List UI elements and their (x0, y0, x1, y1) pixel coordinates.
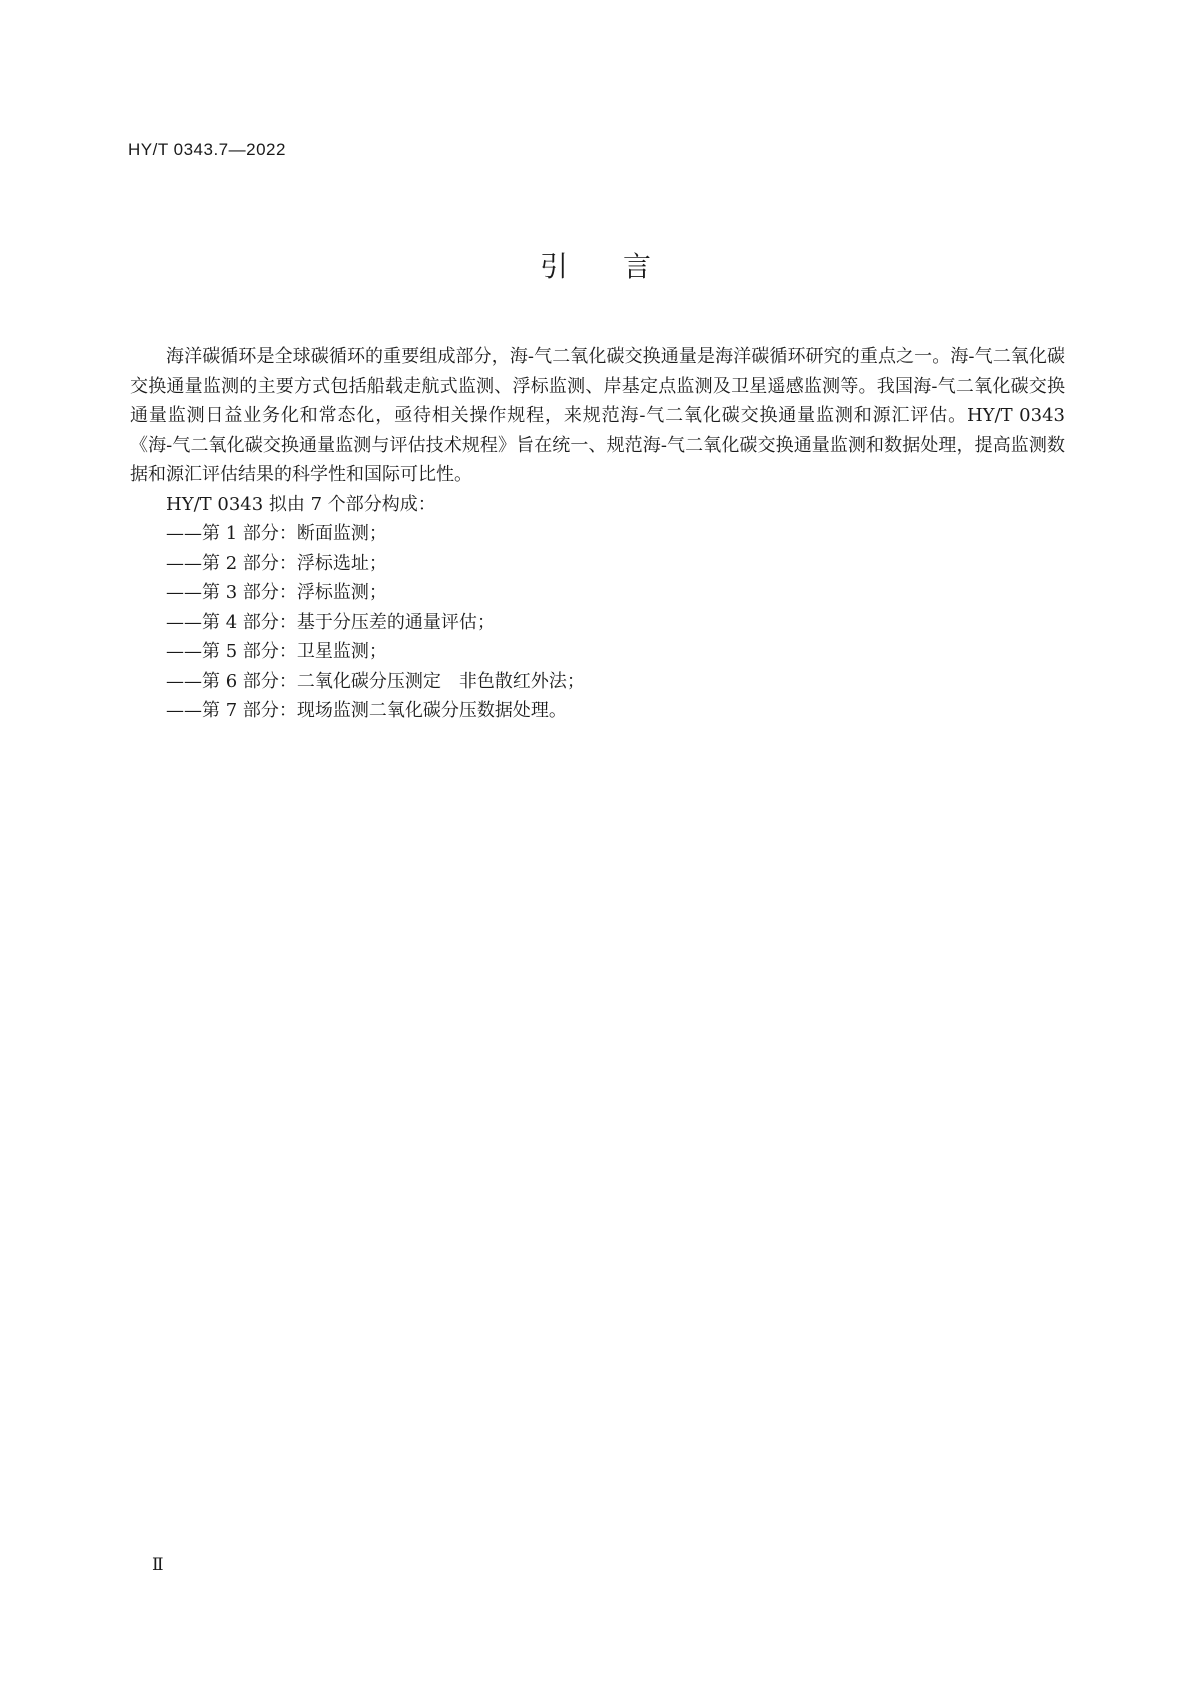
list-item: ——第 3 部分：浮标监测； (166, 582, 387, 603)
parts-list (130, 519, 1065, 726)
section-title: 引言 (539, 250, 706, 283)
intro-paragraph: 海洋碳循环是全球碳循环的重要组成部分，海-气二氧化碳交换通量是海洋碳循环研究的重点之一。海-气二氧化碳交换通量监测的主要方式包括船载走航式监测、浮标监测、岸基定点监测及卫星遥感监测等。我国海-气二氧化碳交换通量监测日益业务化和常态化，亟待相关操作规程，来规范海-气二氧化碳交换通量监测和源汇评估。HY/T 0343《海-气二氧化碳交换通量监测与评估技术规程》旨在统一、规范海-气二氧化碳交换通量监测和数据处理，提高监测数据和源汇评估结果的科学性和国际可比性。 (130, 346, 1065, 485)
page-number: Ⅱ (152, 1555, 164, 1575)
body-text (130, 342, 1065, 726)
list-item: ——第 2 部分：浮标选址； (166, 552, 387, 574)
list-item: ——第 5 部分：卫星监测； (166, 641, 387, 662)
list-item: ——第 6 部分：二氧化碳分压测定 非色散红外法； (166, 670, 585, 692)
list-item: ——第 1 部分：断面监测； (166, 523, 387, 544)
parts-intro-paragraph: HY/T 0343 拟由 7 个部分构成： (166, 493, 436, 515)
list-item: ——第 7 部分：现场监测二氧化碳分压数据处理。 (166, 700, 567, 721)
document-code: HY/T 0343.7—2022 (128, 140, 286, 159)
list-item: ——第 4 部分：基于分压差的通量评估； (166, 611, 495, 633)
